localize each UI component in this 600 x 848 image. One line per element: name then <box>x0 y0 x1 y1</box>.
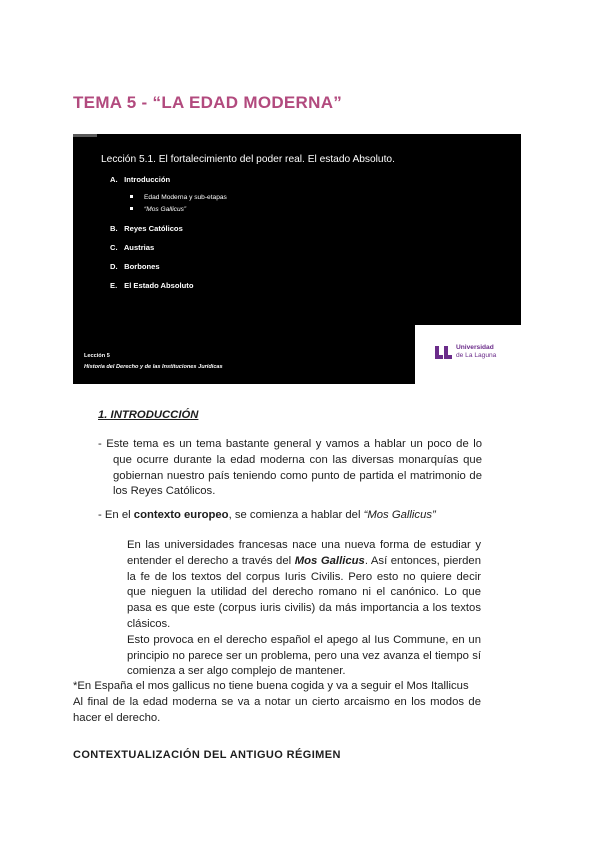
slide-item-e <box>110 281 193 290</box>
university-logo-icon <box>435 346 452 359</box>
context-paragraph <box>98 508 482 524</box>
mos-gallicus-bold: Mos Gallicus <box>294 554 365 567</box>
slide-heading: Lección 5.1. El fortalecimiento del poder real. El estado Absoluto. <box>101 154 395 165</box>
bullet-icon <box>130 207 133 210</box>
slide-item-label: Borbones <box>124 262 160 271</box>
note-line-1: *En España el mos gallicus no tiene buena cogida y va a seguir el Mos Itallicus <box>73 680 469 692</box>
mos-gallicus-paragraph <box>127 538 481 680</box>
slide-footer-lesson: Lección 5 <box>84 353 110 359</box>
context-italic: “Mos Gallicus” <box>363 509 436 521</box>
logo-line-1: Universidad <box>456 344 494 351</box>
slide-item-d <box>110 262 160 271</box>
section-heading: 1. INTRODUCCIÓN <box>98 409 199 421</box>
slide-corner-strip <box>73 134 97 137</box>
slide-subitem-2 <box>130 206 186 213</box>
slide-item-letter: D. <box>110 262 118 271</box>
context-bold: contexto europeo <box>133 509 229 521</box>
note-paragraph <box>73 679 481 726</box>
slide-item-letter: A. <box>110 175 118 184</box>
ius-commune-text: Esto provoca en el derecho español el apego al Ius Commune, en un principio no parece ser un problema, pero una vez avanza el tiempo sí comienza a ser algo complejo de mantener. <box>127 633 481 678</box>
mos-gallicus-text-b: . Así entonces, pierden la fe de los textos del corpus Iuris Civilis. Pero esto no quiere decir que nieguen la utilidad del derecho romano ni el canónico. Lo que pasa es que este (corpus iuris civilis) da más importancia a los textos clásicos. <box>127 554 482 630</box>
slide-item-label: Reyes Católicos <box>124 224 183 233</box>
logo-line-2: de La Laguna <box>456 352 497 359</box>
slide-item-label: El Estado Absoluto <box>124 281 194 290</box>
slide-subitem-label: Edad Moderna y sub-etapas <box>144 194 227 201</box>
subsection-heading: CONTEXTUALIZACIÓN DEL ANTIGUO RÉGIMEN <box>73 749 341 761</box>
slide-item-letter: C. <box>110 243 118 252</box>
lesson-slide-image <box>73 134 521 384</box>
context-middle: , se comienza a hablar del <box>228 509 364 521</box>
slide-item-letter: B. <box>110 224 118 233</box>
slide-subitem-label: “Mos Gallicus” <box>144 206 187 213</box>
bullet-icon <box>130 195 133 198</box>
slide-footer-course: Historia del Derecho y de las Instituciones Jurídicas <box>84 364 223 370</box>
slide-item-b <box>110 224 183 233</box>
note-line-2: Al final de la edad moderna se va a notar un cierto arcaismo en los modos de hacer el derecho. <box>73 695 481 724</box>
document-title: TEMA 5 - “LA EDAD MODERNA” <box>73 93 343 112</box>
intro-paragraph: - Este tema es un tema bastante general y vamos a hablar un poco de lo que ocurre durante la edad moderna con las diversas monarquías que gobiernan nuestro país teniendo como punto de partida el matrimonio de los Reyes Católicos. <box>98 438 482 498</box>
slide-item-c <box>110 243 154 252</box>
mos-gallicus-text-a: En las universidades francesas nace una nueva forma de estudiar y entender el derecho a través del <box>127 539 481 567</box>
slide-item-letter: E. <box>110 281 118 290</box>
university-logo-text <box>456 344 496 360</box>
context-prefix: - En el <box>98 509 134 521</box>
slide-item-a <box>110 175 170 184</box>
slide-item-label: Austrias <box>123 243 155 252</box>
slide-item-label: Introducción <box>124 175 171 184</box>
university-logo <box>415 325 521 384</box>
slide-subitem-1 <box>130 194 227 201</box>
